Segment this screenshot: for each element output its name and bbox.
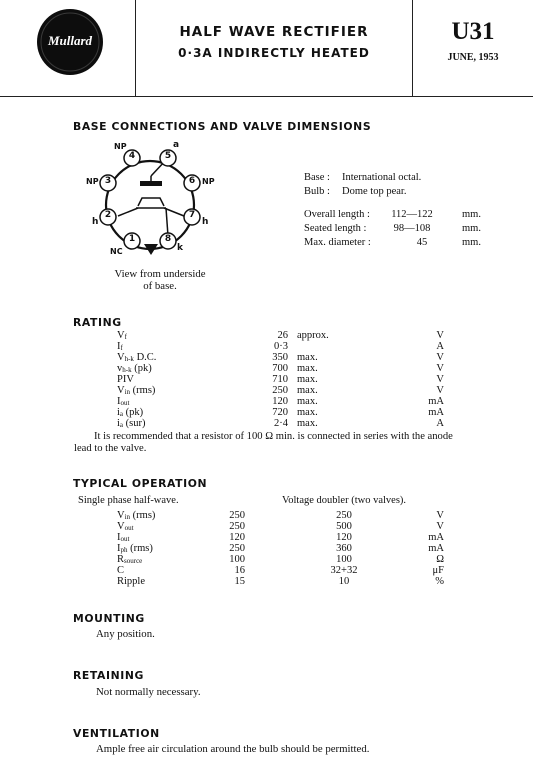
typical-halfwave-value: 16 <box>234 565 245 576</box>
rating-value: 120 <box>272 396 288 407</box>
rating-qualifier: max. <box>297 363 318 374</box>
rating-value: 350 <box>272 352 288 363</box>
rating-unit: A <box>436 341 444 352</box>
rating-unit: V <box>436 330 444 341</box>
dim-unit-diameter: mm. <box>462 237 481 248</box>
rating-value: 700 <box>272 363 288 374</box>
dim-unit-overall: mm. <box>462 209 481 220</box>
base-section-heading: BASE CONNECTIONS AND VALVE DIMENSIONS <box>73 120 372 133</box>
base-label: Base : <box>304 172 330 183</box>
pin-number-1: 1 <box>128 234 136 244</box>
issue-date: JUNE, 1953 <box>447 52 499 63</box>
typical-symbol: $V_{out}$ <box>117 521 134 532</box>
rating-qualifier: max. <box>297 352 318 363</box>
pin-label-6: NP <box>202 177 215 186</box>
typical-halfwave-value: 250 <box>229 510 245 521</box>
octal-base-diagram <box>80 138 230 266</box>
mounting-text: Any position. <box>96 628 155 640</box>
rating-qualifier: max. <box>297 374 318 385</box>
ventilation-heading: VENTILATION <box>73 727 160 740</box>
base-diagram <box>80 138 230 266</box>
typical-halfwave-value: 120 <box>229 532 245 543</box>
header-bottom-rule <box>0 96 533 97</box>
typical-halfwave-value: 15 <box>234 576 245 587</box>
rating-symbol: PIV <box>117 374 134 385</box>
typical-symbol: $R_{source}$ <box>117 554 143 565</box>
dim-label-seated: Seated length : <box>304 223 367 234</box>
rating-unit: V <box>436 374 444 385</box>
rating-value: 720 <box>272 407 288 418</box>
dim-label-diameter: Max. diameter : <box>304 237 371 248</box>
typical-doubler-value: 250 <box>336 510 352 521</box>
rating-symbol: $i_a$ (sur) <box>117 418 146 429</box>
pin-label-8: k <box>177 243 183 253</box>
typical-doubler-value: 32+32 <box>330 565 358 576</box>
rating-symbol: $i_a$ (pk) <box>117 407 144 418</box>
typical-unit: V <box>436 510 444 521</box>
pin-number-6: 6 <box>188 176 196 186</box>
typical-symbol: Ripple <box>117 576 145 587</box>
dim-label-overall: Overall length : <box>304 209 370 220</box>
dim-value-overall: 112—122 <box>391 209 433 220</box>
rating-value: 250 <box>272 385 288 396</box>
rating-qualifier: max. <box>297 418 318 429</box>
rating-value: 710 <box>272 374 288 385</box>
pin-label-2: h <box>92 217 99 227</box>
mounting-heading: MOUNTING <box>73 612 145 625</box>
rating-value: 0·3 <box>274 341 288 352</box>
typical-unit: mA <box>428 543 444 554</box>
bulb-label: Bulb : <box>304 186 330 197</box>
dim-unit-seated: mm. <box>462 223 481 234</box>
typical-symbol: $V_{in}$ (rms) <box>117 510 156 521</box>
pin-label-1: NC <box>110 247 123 256</box>
rating-unit: V <box>436 363 444 374</box>
view-caption-line-1: View from underside <box>114 268 206 280</box>
typical-unit: Ω <box>436 554 444 565</box>
rating-symbol: $V_{in}$ (rms) <box>117 385 156 396</box>
rating-heading: RATING <box>73 316 122 329</box>
typical-symbol: $I_{out}$ <box>117 532 130 543</box>
typical-doubler-value: 120 <box>336 532 352 543</box>
pin-label-4: NP <box>114 142 127 151</box>
rating-unit: V <box>436 352 444 363</box>
rating-note-line-2: lead to the valve. <box>74 443 147 454</box>
page-title: HALF WAVE RECTIFIER <box>179 24 369 40</box>
valve-code: U31 <box>451 18 495 45</box>
header-divider-right <box>412 0 413 96</box>
logo-text: Mullard <box>47 33 93 48</box>
mullard-logo <box>36 8 104 76</box>
dim-value-diameter: 45 <box>416 237 428 248</box>
rating-note-line-1: It is recommended that a resistor of 100 Ω min. is connected in series with the anode <box>94 431 453 442</box>
base-value: International octal. <box>342 172 422 183</box>
typical-unit: mA <box>428 532 444 543</box>
typical-halfwave-value: 250 <box>229 521 245 532</box>
typical-doubler-value: 360 <box>336 543 352 554</box>
rating-symbol: $v_{h-k}$ (pk) <box>117 363 152 374</box>
rating-value: 26 <box>277 330 288 341</box>
rating-qualifier: max. <box>297 407 318 418</box>
rating-symbol: $V_f$ <box>117 330 127 341</box>
pin-number-3: 3 <box>104 176 112 186</box>
rating-qualifier: max. <box>297 385 318 396</box>
rating-unit: A <box>436 418 444 429</box>
dim-value-seated: 98—108 <box>393 223 431 234</box>
typical-halfwave-value: 250 <box>229 543 245 554</box>
typical-unit: V <box>436 521 444 532</box>
retaining-heading: RETAINING <box>73 669 144 682</box>
pin-number-8: 8 <box>164 234 172 244</box>
pin-label-3: NP <box>86 177 99 186</box>
pin-number-2: 2 <box>104 210 112 220</box>
rating-qualifier: approx. <box>297 330 329 341</box>
retaining-text: Not normally necessary. <box>96 686 201 698</box>
view-caption-line-2: of base. <box>143 280 177 292</box>
typical-heading: TYPICAL OPERATION <box>73 477 208 490</box>
typical-col1-title: Single phase half-wave. <box>78 495 179 506</box>
rating-symbol: $V_{h-k}$ D.C. <box>117 352 157 363</box>
typical-unit: μF <box>432 565 444 576</box>
typical-halfwave-value: 100 <box>229 554 245 565</box>
rating-symbol: $I_f$ <box>117 341 123 352</box>
rating-unit: V <box>436 385 444 396</box>
typical-symbol: C <box>117 565 125 576</box>
typical-col2-title: Voltage doubler (two valves). <box>282 495 407 506</box>
rating-qualifier: max. <box>297 396 318 407</box>
rating-unit: mA <box>428 396 444 407</box>
page-subtitle: 0·3A INDIRECTLY HEATED <box>178 46 370 60</box>
typical-doubler-value: 100 <box>336 554 352 565</box>
pin-number-7: 7 <box>188 210 196 220</box>
typical-doubler-value: 500 <box>336 521 352 532</box>
rating-symbol: $I_{out}$ <box>117 396 130 407</box>
pin-label-5: a <box>173 140 180 150</box>
typical-doubler-value: 10 <box>338 576 350 587</box>
bulb-value: Dome top pear. <box>342 186 407 197</box>
pin-number-4: 4 <box>128 151 136 161</box>
typical-unit: % <box>435 576 444 587</box>
rating-value: 2·4 <box>274 418 288 429</box>
pin-label-7: h <box>202 217 209 227</box>
typical-symbol: $I_{ph}$ (rms) <box>117 543 153 554</box>
pin-number-5: 5 <box>164 151 172 161</box>
rating-unit: mA <box>428 407 444 418</box>
ventilation-text: Ample free air circulation around the bulb should be permitted. <box>96 743 370 755</box>
